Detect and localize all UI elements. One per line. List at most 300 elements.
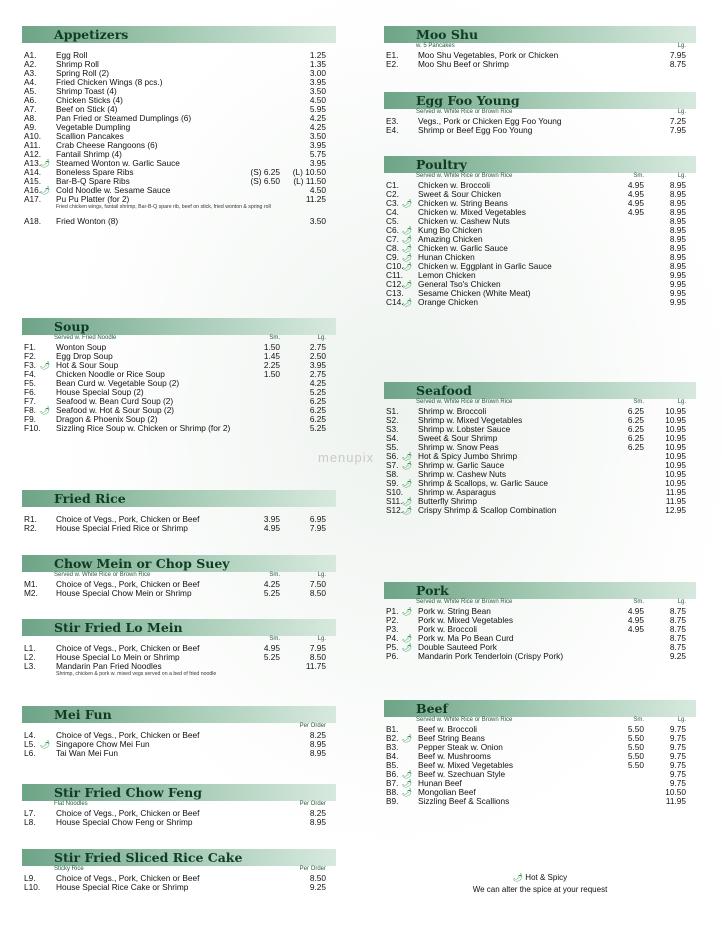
item-code: B6. [386,769,399,779]
item-price-large: 1.35 [309,59,326,69]
item-code: A11. [24,140,41,150]
item-code: S3. [386,424,399,434]
hot-spicy-icon: 🌶︎ [402,479,413,488]
item-name: Cold Noodle w. Sesame Sauce [56,185,171,195]
item-price-large: 10.95 [665,424,686,434]
section-title: Mei Fun [22,706,336,723]
item-price-large: 8.95 [669,225,686,235]
item-code: P6. [386,651,399,661]
item-code: S11. [386,496,403,506]
item-name: Amazing Chicken [418,234,483,244]
item-name: House Special Rice Cake or Shrimp [56,882,189,892]
hot-spicy-icon: 🌶︎ [402,199,413,208]
item-price-large: 3.50 [309,131,326,141]
item-name: Shrimp w. Garlic Sauce [418,460,505,470]
item-code: C14. [386,297,404,307]
item-price-large: 9.75 [669,751,686,761]
item-description: Shrimp, chicken & pork w. mixed vegs served on a bed of fried noodle [56,671,217,677]
item-code: A13. [24,158,42,168]
menu-section-moo-shu [384,26,696,69]
item-code: L8. [24,817,36,827]
item-name: Chicken w. String Beans [418,198,508,208]
item-price-large: 4.25 [309,113,326,123]
item-price-large: 4.50 [309,185,326,195]
item-price-large: 9.95 [669,270,686,280]
item-code: A16. [24,185,42,195]
item-name: Sizzling Beef & Scallions [418,796,510,806]
item-code: S2. [386,415,399,425]
menu-item[interactable] [384,797,696,806]
item-price-large: 3.95 [309,77,326,87]
item-code: R1. [24,514,37,524]
item-name: Lemon Chicken [418,270,476,280]
small-size-header: Sm. [269,572,280,578]
menu-section-beef [384,700,696,806]
hot-spicy-icon: 🌶︎ [402,788,413,797]
hot-spicy-icon: 🌶︎ [402,506,413,515]
item-code: C6. [386,225,399,235]
item-price-small: 1.50 [263,369,280,379]
item-price-large: 9.75 [669,769,686,779]
item-name: Crab Cheese Rangoons (6) [56,140,158,150]
item-code: B4. [386,751,399,761]
large-size-header: Lg. [677,399,686,405]
section-note: Sticky Rice [54,866,84,872]
menu-section-poultry [384,156,696,307]
item-name: Chicken w. Garlic Sauce [418,243,508,253]
item-price-large: 8.95 [669,189,686,199]
item-code: F4. [24,369,36,379]
menu-section-rice-cake [22,849,336,892]
item-name: Sesame Chicken (White Meat) [418,288,531,298]
hot-spicy-icon: 🌶︎ [512,873,524,882]
section-title: Stir Fried Sliced Rice Cake [22,849,336,866]
item-name: Hot & Spicy Jumbo Shrimp [418,451,518,461]
item-name: Pork w. Broccoli [418,624,478,634]
item-name: Tai Wan Mei Fun [56,748,118,758]
item-name: Hunan Chicken [418,252,475,262]
item-price-small: 4.95 [263,523,280,533]
item-name: Shrimp w. Asparagus [418,487,496,497]
item-code: E2. [386,59,399,69]
item-code: S5. [386,442,399,452]
item-price-large: 10.95 [665,460,686,470]
item-price-small: 4.95 [627,180,644,190]
item-price-small: 5.50 [627,742,644,752]
item-price-small: 1.50 [263,342,280,352]
menu-item[interactable] [384,506,696,515]
item-code: F2. [24,351,36,361]
item-price-large: 8.95 [669,207,686,217]
item-price-large: 7.95 [669,125,686,135]
item-price-large: 8.95 [669,216,686,226]
item-price-large: 8.95 [309,817,326,827]
item-price-small: 6.25 [627,442,644,452]
item-price-small: 5.25 [263,652,280,662]
hot-spicy-icon: 🌶︎ [402,643,413,652]
item-price-large: 3.95 [309,140,326,150]
item-name: Singapore Chow Mei Fun [56,739,150,749]
item-price-large: 8.95 [669,261,686,271]
item-code: C12. [386,279,404,289]
item-code: S6. [386,451,399,461]
item-code: S8. [386,469,399,479]
large-size-header: Per Order [299,801,326,807]
item-name: Spring Roll (2) [56,68,110,78]
item-code: B2. [386,733,399,743]
hot-spicy-icon: 🌶︎ [40,361,51,370]
item-price-large: 5.75 [309,149,326,159]
small-size-header: Sm. [269,636,280,642]
item-price-large: 7.95 [309,643,326,653]
item-code: A5. [24,86,37,96]
item-code: F5. [24,378,36,388]
item-name: Shrimp w. Mixed Vegetables [418,415,523,425]
menu-section-mei-fun [22,706,336,758]
item-price-large: 6.95 [309,514,326,524]
item-code: S10. [386,487,404,497]
item-price-large: 8.75 [669,59,686,69]
item-code: L5. [24,739,36,749]
hot-spicy-icon: 🌶︎ [402,262,413,271]
item-code: S1. [386,406,399,416]
item-code: B5. [386,760,399,770]
item-code: C2. [386,189,399,199]
item-code: F1. [24,342,36,352]
item-price-small: 4.95 [627,207,644,217]
section-note: Served w. White Rice or Brown Rice [54,572,151,578]
item-name: Choice of Vegs., Pork, Chicken or Beef [56,808,200,818]
item-price-large: 9.95 [669,288,686,298]
item-code: S7. [386,460,399,470]
section-title: Stir Fried Lo Mein [22,619,336,636]
item-name: Shrimp w. Snow Peas [418,442,499,452]
item-price-large: 9.95 [669,297,686,307]
item-code: P2. [386,615,399,625]
item-code: C4. [386,207,399,217]
item-price-large: 3.50 [309,86,326,96]
hot-spicy-icon: 🌶︎ [402,235,413,244]
item-name: Sweet & Sour Chicken [418,189,502,199]
item-price-large: 11.25 [305,194,326,204]
item-code: C13. [386,288,404,298]
item-price-large: 8.50 [309,652,326,662]
item-price-large: 11.75 [305,661,326,671]
item-name: Choice of Vegs., Pork, Chicken or Beef [56,873,200,883]
menu-section-egg-foo-young [384,92,696,135]
item-price-large: 7.25 [669,116,686,126]
item-code: L3. [24,661,36,671]
small-size-header: Sm. [633,399,644,405]
hot-spicy-label: Hot & Spicy [525,873,568,882]
item-code: A12. [24,149,42,159]
menu-section-fried-rice [22,490,336,533]
item-name: Shrimp w. Broccoli [418,406,487,416]
item-price-large: 3.95 [309,158,326,168]
item-price-large: 9.75 [669,760,686,770]
menu-item[interactable] [22,662,336,671]
item-price-large: 10.95 [665,406,686,416]
menu-section-chow-feng [22,784,336,827]
hot-spicy-icon: 🌶︎ [402,253,413,262]
small-size-header: Sm. [633,717,644,723]
item-price-large: 6.25 [309,396,326,406]
item-code: B9. [386,796,399,806]
item-name: Hot & Sour Soup [56,360,119,370]
item-price-small: 6.25 [627,433,644,443]
item-name: Egg Drop Soup [56,351,113,361]
menu-section-seafood [384,382,696,515]
section-note: Served w. White Rice or Brown Rice [416,599,513,605]
item-name: Chicken w. Cashew Nuts [418,216,510,226]
item-name: Chicken Sticks (4) [56,95,123,105]
item-name: Pork w. Ma Po Bean Curd [418,633,514,643]
menu-item[interactable] [384,60,696,69]
section-note: Served w. White Rice or Brown Rice [416,109,513,115]
item-price-large: 2.75 [309,369,326,379]
item-code: C8. [386,243,399,253]
menu-item[interactable] [384,652,696,661]
item-name: Shrimp or Beef Egg Foo Young [418,125,533,135]
item-price-large: 10.50 [665,787,686,797]
hot-spicy-icon: 🌶︎ [402,770,413,779]
menu-item[interactable] [22,217,336,226]
item-name: Pepper Steak w. Onion [418,742,503,752]
item-price-large: 10.95 [665,478,686,488]
item-price-small: 2.25 [263,360,280,370]
item-description: Fried chicken wings, fantail shrimp, Bar-B-Q spare rib, beef on stick, fried wonton & spring roll [56,204,271,210]
item-name: Bean Curd w. Vegetable Soup (2) [56,378,180,388]
item-price-large: 8.50 [309,588,326,598]
item-price-small: 5.50 [627,724,644,734]
item-code: A6. [24,95,37,105]
item-name: Chicken w. Broccoli [418,180,490,190]
item-code: L4. [24,730,36,740]
item-price-large: 4.25 [309,122,326,132]
item-name: General Tso's Chicken [418,279,501,289]
item-name: Shrimp w. Lobster Sauce [418,424,511,434]
item-name: Fried Chicken Wings (8 pcs.) [56,77,163,87]
item-price-large: 5.25 [309,423,326,433]
hot-spicy-icon: 🌶︎ [40,159,51,168]
item-name: Choice of Vegs., Pork, Chicken or Beef [56,643,200,653]
item-name: Seafood w. Bean Curd Soup (2) [56,396,174,406]
item-price-large: (L) 11.50 [293,176,326,186]
hot-spicy-icon: 🌶︎ [40,406,51,415]
menu-item[interactable] [22,524,336,533]
item-price-large: 9.95 [669,279,686,289]
item-name: Wonton Soup [56,342,107,352]
section-note: Served w. White Rice or Brown Rice [416,399,513,405]
item-name: Choice of Vegs., Pork, Chicken or Beef [56,514,200,524]
menu-item[interactable] [384,298,696,307]
item-price-small: (S) 6.50 [250,176,280,186]
item-name: Moo Shu Beef or Shrimp [418,59,509,69]
item-name: Beef w. Mushrooms [418,751,491,761]
item-code: A1. [24,50,37,60]
item-name: Beef on Stick (4) [56,104,118,114]
menu-section-appetizers [22,26,336,226]
item-name: Beef String Beans [418,733,485,743]
item-code: A18. [24,216,42,226]
item-name: Butterfly Shrimp [418,496,478,506]
item-code: P1. [386,606,399,616]
legend [384,872,696,896]
item-name: Beef w. Mixed Vegetables [418,760,514,770]
item-price-large: 8.95 [669,180,686,190]
menu-item[interactable] [22,818,336,827]
item-price-large: 11.95 [665,487,686,497]
item-price-small: (S) 6.25 [250,167,280,177]
section-note: Served w. Fried Noodle [54,335,117,341]
section-note: Served w. White Rice or Brown Rice [416,173,513,179]
item-code: B1. [386,724,399,734]
section-title: Appetizers [22,26,336,43]
item-name: Vegs., Pork or Chicken Egg Foo Young [418,116,562,126]
hot-spicy-icon: 🌶︎ [402,607,413,616]
hot-spicy-icon: 🌶︎ [40,740,51,749]
small-size-header: Sm. [633,173,644,179]
hot-spicy-icon: 🌶︎ [402,497,413,506]
item-price-small: 4.95 [627,189,644,199]
item-name: Boneless Spare Ribs [56,167,134,177]
item-price-large: 2.75 [309,342,326,352]
item-code: A8. [24,113,37,123]
hot-spicy-icon: 🌶︎ [402,226,413,235]
item-code: A10. [24,131,42,141]
item-code: F6. [24,387,36,397]
item-name: Shrimp Roll [56,59,99,69]
large-size-header: Per Order [299,723,326,729]
large-size-header: Lg. [317,636,326,642]
item-price-small: 5.25 [263,588,280,598]
item-price-large: 12.95 [665,505,686,515]
menu-item[interactable] [22,195,336,204]
item-price-large: 8.75 [669,642,686,652]
item-price-large: 8.75 [669,624,686,634]
item-code: L2. [24,652,36,662]
section-title: Soup [22,318,336,335]
item-code: B8. [386,787,399,797]
item-price-large: 9.75 [669,724,686,734]
item-price-small: 4.95 [627,198,644,208]
menu-item[interactable] [22,883,336,892]
item-code: L1. [24,643,36,653]
item-price-large: 5.25 [309,387,326,397]
item-price-large: 4.50 [309,95,326,105]
item-code: A3. [24,68,37,78]
item-name: Sizzling Rice Soup w. Chicken or Shrimp (for 2) [56,423,231,433]
item-code: L10. [24,882,41,892]
large-size-header: Lg. [317,572,326,578]
item-code: P5. [386,642,399,652]
item-name: Chicken w. Eggplant in Garlic Sauce [418,261,552,271]
item-name: Sweet & Sour Shrimp [418,433,498,443]
menu-item[interactable] [22,749,336,758]
item-name: Seafood w. Hot & Sour Soup (2) [56,405,175,415]
item-price-large: 8.95 [669,198,686,208]
item-name: House Special Fried Rice or Shrimp [56,523,188,533]
item-price-large: 3.50 [309,216,326,226]
item-name: Choice of Vegs., Pork, Chicken or Beef [56,730,200,740]
item-price-large: 1.25 [309,50,326,60]
item-price-large: 5.95 [309,104,326,114]
item-price-large: 10.95 [665,415,686,425]
item-name: Orange Chicken [418,297,478,307]
item-price-large: 2.50 [309,351,326,361]
item-price-large: 4.25 [309,378,326,388]
item-price-large: 8.95 [309,748,326,758]
hot-spicy-icon: 🌶︎ [402,461,413,470]
menu-item[interactable] [384,126,696,135]
item-name: Bar-B-Q Spare Ribs [56,176,130,186]
item-price-large: 9.75 [669,778,686,788]
item-name: Vegetable Dumpling [56,122,131,132]
large-size-header: Lg. [677,173,686,179]
item-price-small: 4.95 [627,624,644,634]
item-name: House Special Soup (2) [56,387,144,397]
item-price-large: 6.25 [309,405,326,415]
item-code: A15. [24,176,42,186]
item-price-large: 8.95 [669,243,686,253]
item-price-large: 8.75 [669,615,686,625]
item-name: Chicken Noodle or Rice Soup [56,369,165,379]
item-price-large: (L) 10.50 [292,167,326,177]
menu-item[interactable] [22,424,336,433]
item-name: House Special Chow Mein or Shrimp [56,588,192,598]
item-price-large: 11.95 [665,796,686,806]
item-code: L7. [24,808,36,818]
item-code: S4. [386,433,399,443]
item-price-large: 8.75 [669,633,686,643]
menu-section-soup [22,318,336,433]
section-title: Fried Rice [22,490,336,507]
section-title: Chow Mein or Chop Suey [22,555,336,572]
item-code: F9. [24,414,36,424]
item-code: M2. [24,588,38,598]
item-name: Double Sauteed Pork [418,642,497,652]
section-title: Egg Foo Young [384,92,696,109]
menu-section-chow-mein [22,555,336,598]
item-price-large: 3.00 [309,68,326,78]
item-price-small: 5.50 [627,751,644,761]
item-price-large: 10.95 [665,433,686,443]
large-size-header: Lg. [677,43,686,49]
item-price-small: 6.25 [627,415,644,425]
item-code: A2. [24,59,37,69]
item-name: Kung Bo Chicken [418,225,483,235]
small-size-header: Sm. [269,335,280,341]
item-code: A9. [24,122,37,132]
item-name: Pork w. Mixed Vegetables [418,615,514,625]
item-name: Moo Shu Vegetables, Pork or Chicken [418,50,559,60]
item-price-small: 3.95 [263,514,280,524]
large-size-header: Lg. [677,717,686,723]
item-code: A14. [24,167,42,177]
item-name: Mandarin Pork Tenderloin (Crispy Pork) [418,651,564,661]
item-code: S9. [386,478,399,488]
item-name: Shrimp w. Cashew Nuts [418,469,507,479]
item-price-small: 6.25 [627,406,644,416]
item-name: Shrimp & Scallops, w. Garlic Sauce [418,478,549,488]
menu-item[interactable] [22,589,336,598]
item-price-large: 10.95 [665,469,686,479]
item-price-large: 7.50 [309,579,326,589]
section-title: Poultry [384,156,696,173]
item-code: S12. [386,505,404,515]
item-price-large: 8.95 [669,252,686,262]
item-price-small: 4.95 [627,606,644,616]
